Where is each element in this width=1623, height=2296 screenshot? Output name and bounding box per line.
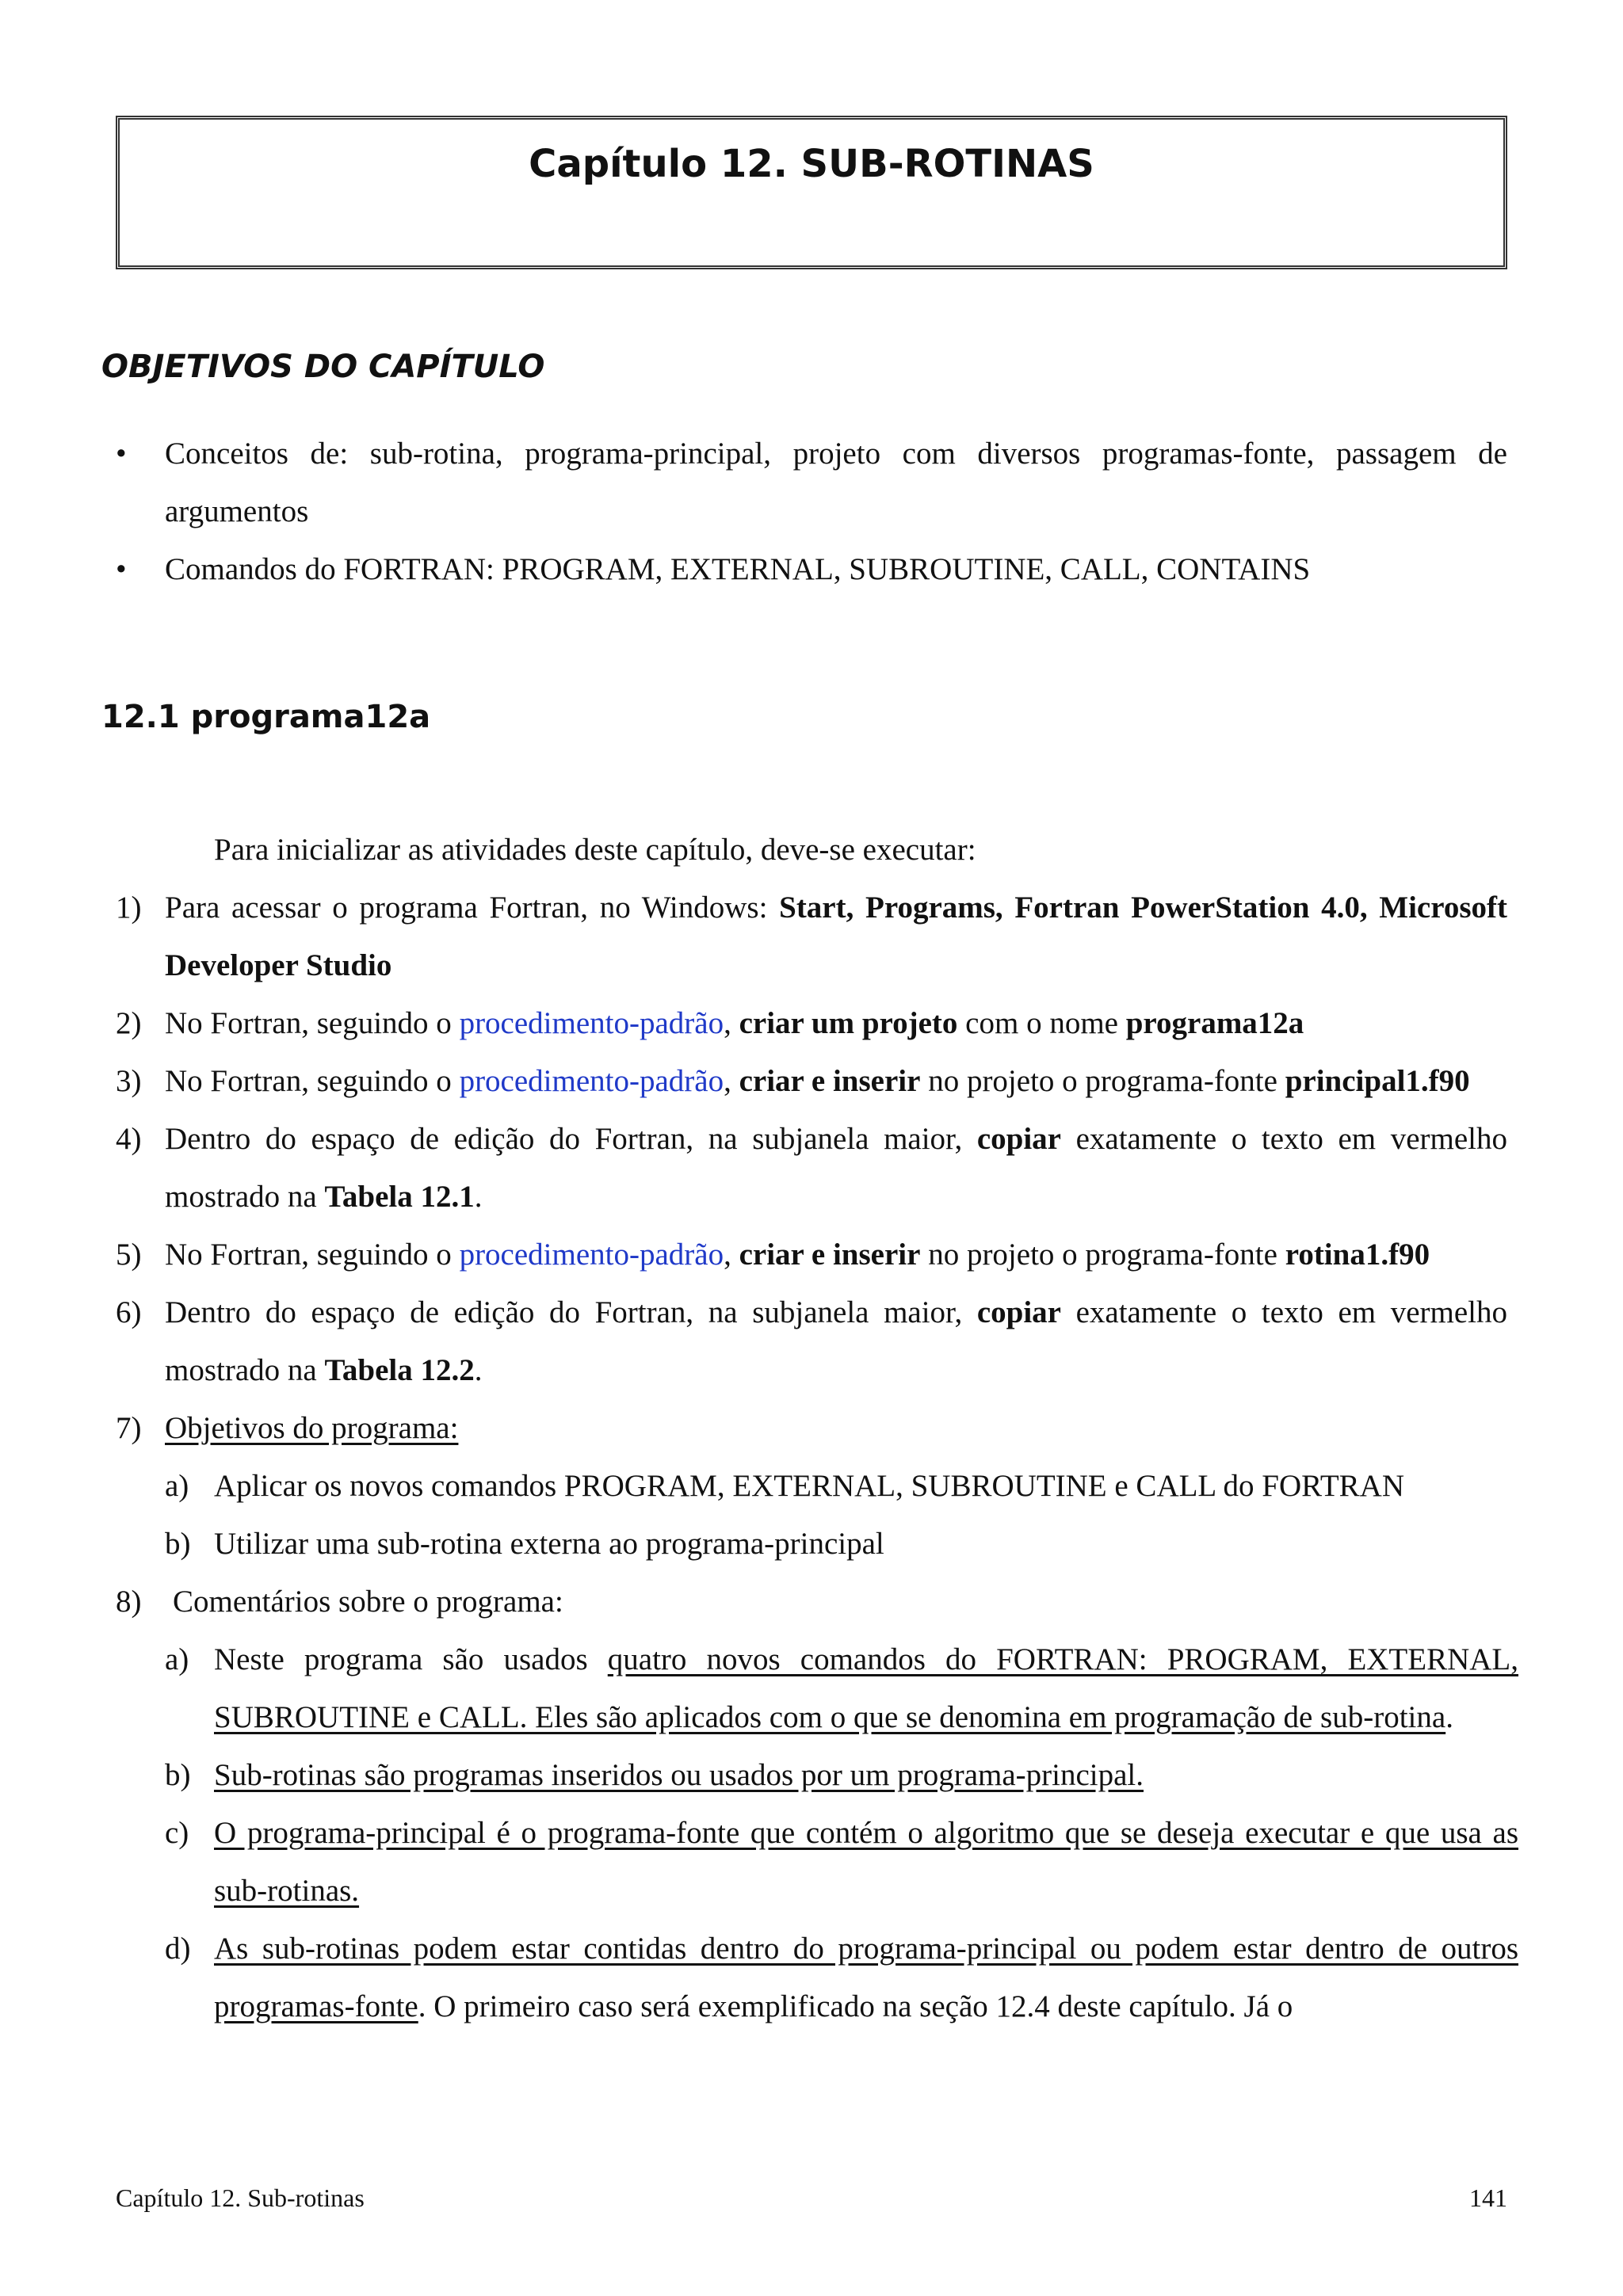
step-5 [116, 1226, 1507, 1283]
step-text: , [724, 1006, 739, 1040]
step-text: Dentro do espaço de edição do Fortran, na subjanela maior, [165, 1122, 977, 1156]
sub-text: Utilizar uma sub-rotina externa ao programa-principal [214, 1527, 884, 1561]
step-text: Dentro do espaço de edição do Fortran, na subjanela maior, [165, 1295, 977, 1329]
sub-letter: a) [165, 1469, 189, 1503]
sub-text: Neste programa são usados [214, 1642, 608, 1676]
step-text: No Fortran, seguindo o [165, 1006, 460, 1040]
step-number: 3) [116, 1064, 142, 1098]
objective-item [116, 425, 1507, 540]
step-7a [165, 1457, 1518, 1515]
intro-paragraph: Para inicializar as atividades deste capítulo, deve-se executar: [214, 833, 976, 867]
objective-text: Comandos do FORTRAN: PROGRAM, EXTERNAL, SUBROUTINE, CALL, CONTAINS [165, 552, 1311, 586]
step-label: Comentários sobre o programa: [173, 1585, 563, 1619]
sub-letter: c) [165, 1816, 189, 1850]
footer-chapter-label: Capítulo 12. Sub-rotinas [116, 2183, 365, 2212]
sub-text: . [1445, 1700, 1453, 1734]
objective-text: Conceitos de: sub-rotina, programa-principal, projeto com diversos programas-fonte, passagem de argumentos [165, 437, 1507, 528]
step-text: No Fortran, seguindo o [165, 1238, 460, 1272]
step-bold-text: principal1.f90 [1285, 1064, 1470, 1098]
step-number: 7) [116, 1411, 142, 1445]
step-bold-text: rotina1.f90 [1285, 1238, 1430, 1272]
chapter-title-box [116, 116, 1507, 269]
sub-underlined-text: quatro novos comandos do FORTRAN: PROGRAM, EXTERNAL, SUBROUTINE e CALL. Eles são aplicados com o que se denomina em programação de sub-rotina [214, 1642, 1518, 1734]
bullet-icon: • [116, 437, 127, 471]
step-8b [165, 1746, 1518, 1804]
step-number: 5) [116, 1238, 142, 1272]
objectives-heading: OBJETIVOS DO CAPÍTULO [101, 349, 545, 385]
step-bold-text: Tabela 12.1 [324, 1180, 475, 1214]
step-text: No Fortran, seguindo o [165, 1064, 460, 1098]
section-heading: 12.1 programa12a [101, 699, 431, 735]
step-text: Para acessar o programa Fortran, no Windows: [165, 891, 780, 925]
procedimento-padrao-link[interactable]: procedimento-padrão [459, 1238, 724, 1272]
step-bold-text: criar um projeto [739, 1006, 958, 1040]
step-number: 2) [116, 1006, 142, 1040]
sub-text: Aplicar os novos comandos PROGRAM, EXTERNAL, SUBROUTINE e CALL do FORTRAN [214, 1469, 1404, 1503]
sub-letter: a) [165, 1642, 189, 1676]
page-number: 141 [1469, 2183, 1507, 2212]
sub-underlined-text: As sub-rotinas podem estar contidas dentro do programa-principal ou podem estar dentro de outros programas-fonte [214, 1932, 1518, 2023]
step-8d [165, 1920, 1518, 2035]
step-bold-text: criar e inserir [739, 1064, 921, 1098]
objective-item [116, 540, 1507, 598]
bullet-icon: • [116, 552, 127, 586]
steps-list [116, 879, 1518, 2035]
sub-letter: b) [165, 1758, 191, 1792]
step-text: no projeto o programa-fonte [920, 1064, 1285, 1098]
step-1 [116, 879, 1507, 994]
step-8c [165, 1804, 1518, 1920]
procedimento-padrao-link[interactable]: procedimento-padrão [459, 1006, 724, 1040]
chapter-title: Capítulo 12. SUB-ROTINAS [529, 142, 1094, 186]
step-8a [165, 1630, 1518, 1746]
step-bold-text: copiar [976, 1295, 1061, 1329]
step-text: , [724, 1064, 739, 1098]
step-3 [116, 1052, 1507, 1110]
step-6 [116, 1283, 1507, 1399]
step-text: exatamente o texto em vermelho mostrado na [165, 1295, 1507, 1387]
sub-letter: d) [165, 1932, 191, 1966]
step-4 [116, 1110, 1507, 1226]
objectives-list [116, 425, 1507, 598]
step-label: Objetivos do programa: [165, 1411, 459, 1445]
step-8 [116, 1573, 1507, 1630]
step-number: 4) [116, 1122, 142, 1156]
step-text: no projeto o programa-fonte [920, 1238, 1285, 1272]
sub-underlined-text: O programa-principal é o programa-fonte que contém o algoritmo que se deseja executar e que usa as sub-rotinas. [214, 1816, 1518, 1908]
sub-letter: b) [165, 1527, 191, 1561]
sub-underlined-text: Sub-rotinas são programas inseridos ou usados por um programa-principal. [214, 1758, 1144, 1792]
step-text: com o nome [957, 1006, 1126, 1040]
procedimento-padrao-link[interactable]: procedimento-padrão [459, 1064, 724, 1098]
step-text: . [474, 1180, 483, 1214]
step-number: 6) [116, 1295, 142, 1329]
step-text: exatamente o texto em vermelho mostrado na [165, 1122, 1507, 1214]
step-bold-text: Start, Programs, Fortran PowerStation 4.0, Microsoft Developer Studio [165, 891, 1507, 982]
step-7b [165, 1515, 1518, 1573]
step-text: . [474, 1353, 483, 1387]
step-2 [116, 994, 1507, 1052]
step-number: 8) [116, 1585, 142, 1619]
step-bold-text: programa12a [1125, 1006, 1304, 1040]
step-bold-text: copiar [976, 1122, 1061, 1156]
step-number: 1) [116, 891, 142, 925]
step-text: , [724, 1238, 739, 1272]
sub-text: . O primeiro caso será exemplificado na seção 12.4 deste capítulo. Já o [418, 1989, 1293, 2023]
step-bold-text: criar e inserir [739, 1238, 921, 1272]
step-bold-text: Tabela 12.2 [324, 1353, 475, 1387]
step-7 [116, 1399, 1507, 1457]
